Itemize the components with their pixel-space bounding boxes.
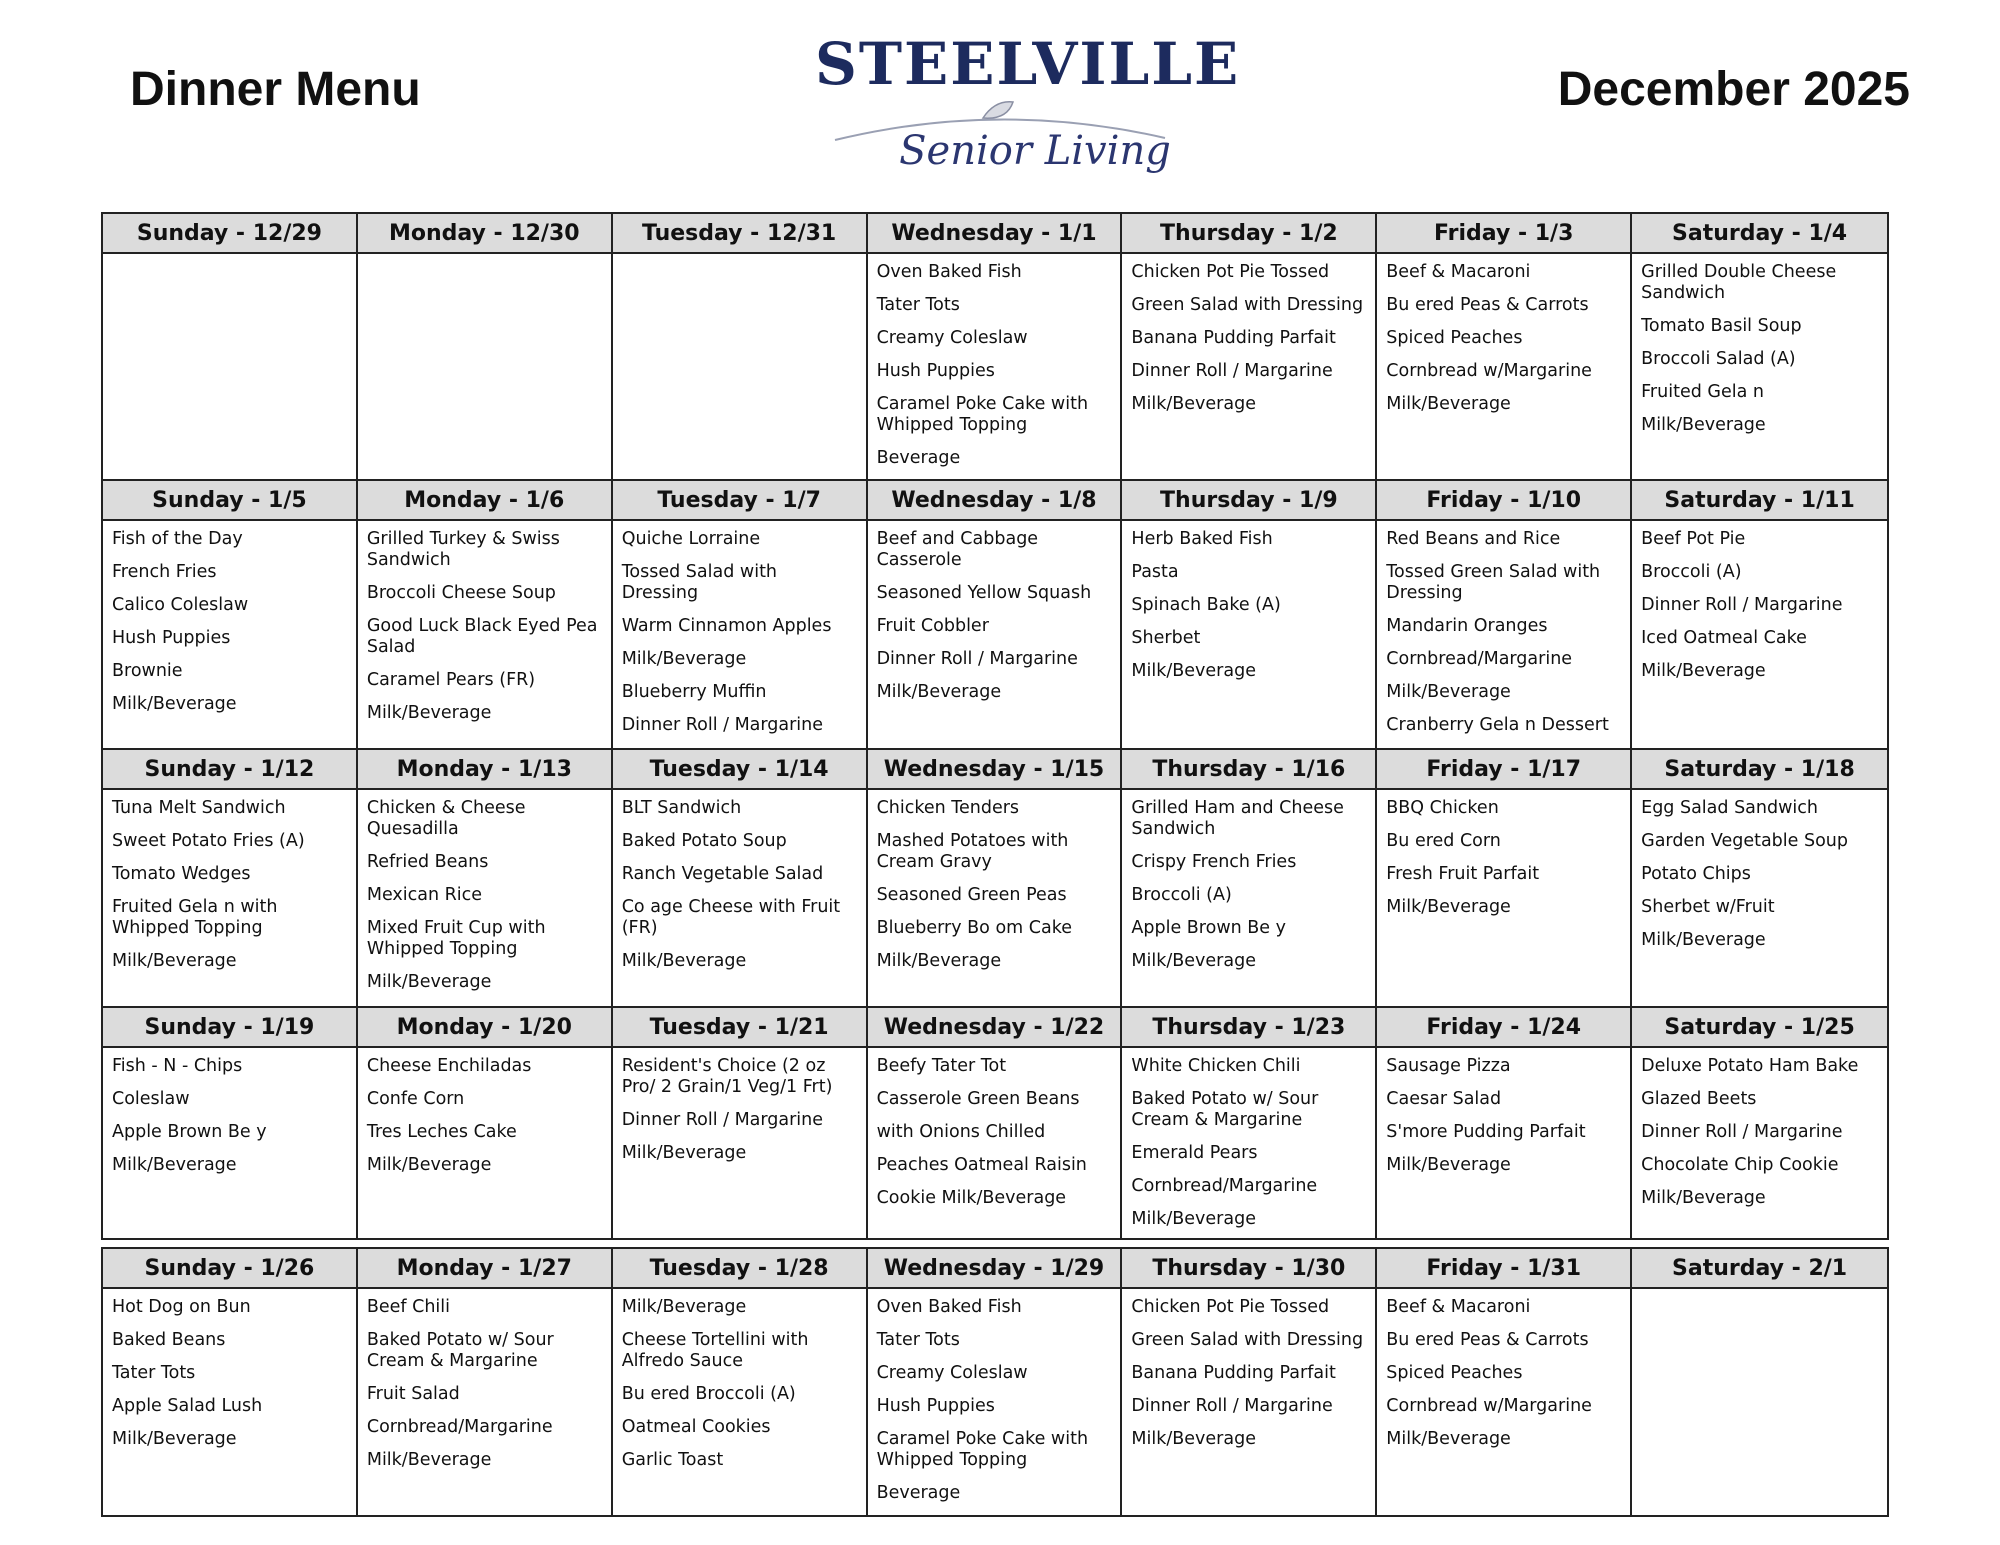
day-menu-cell <box>868 790 1123 1006</box>
day-menu-cell <box>868 521 1123 748</box>
menu-item: Apple Brown Be y <box>112 1122 267 1142</box>
menu-item: Good Luck Black Eyed Pea Salad <box>366 616 598 657</box>
menu-item: Banana Pudding Parfait <box>1131 1363 1336 1383</box>
day-header: Saturday - 2/1 <box>1632 1249 1887 1289</box>
menu-item: Oatmeal Cookies <box>621 1417 771 1437</box>
day-menu-cell <box>868 1048 1123 1238</box>
day-header: Monday - 12/30 <box>358 214 613 254</box>
day-menu-cell <box>1122 1048 1377 1238</box>
menu-item: Milk/Beverage <box>1386 1429 1511 1449</box>
menu-item: Baked Potato Soup <box>621 831 787 851</box>
menu-item: Red Beans and Rice <box>1386 529 1561 549</box>
menu-item: Milk/Beverage <box>366 1450 492 1470</box>
menu-item: Spiced Peaches <box>1386 1363 1523 1383</box>
day-header: Monday - 1/27 <box>358 1249 613 1289</box>
week-row <box>101 481 1889 750</box>
menu-item: Resident's Choice (2 oz Pro/ 2 Grain/1 Veg/1 Frt) <box>621 1056 833 1097</box>
day-menu-cell <box>103 1289 358 1515</box>
day-header: Wednesday - 1/22 <box>868 1008 1123 1048</box>
menu-item: Bu ered Peas & Carrots <box>1386 1330 1589 1350</box>
day-header: Saturday - 1/18 <box>1632 750 1887 790</box>
menu-item: Milk/Beverage <box>1131 1209 1256 1229</box>
menu-item: Fish of the Day <box>112 529 243 549</box>
day-menu-cell <box>103 790 358 1006</box>
menu-item: Milk/Beverage <box>112 694 237 714</box>
menu-item: Warm Cinnamon Apples <box>621 616 832 636</box>
menu-item: Apple Brown Be y <box>1131 918 1286 938</box>
day-header: Saturday - 1/25 <box>1632 1008 1887 1048</box>
day-menu-cell <box>1377 790 1632 1006</box>
day-menu-cell <box>103 254 358 479</box>
menu-item: Glazed Beets <box>1641 1089 1757 1109</box>
day-menu-cell <box>358 790 613 1006</box>
day-header: Friday - 1/10 <box>1377 481 1632 521</box>
menu-item: Garden Vegetable Soup <box>1641 831 1848 851</box>
logo-wordmark: STEELVILLE <box>815 30 1241 98</box>
day-menu-cell <box>613 254 868 479</box>
day-menu-cell <box>1632 521 1887 748</box>
menu-item: Cornbread/Margarine <box>1131 1176 1318 1196</box>
menu-item: Milk/Beverage <box>621 951 747 971</box>
menu-item: BBQ Chicken <box>1386 798 1499 818</box>
menu-item: Fruited Gela n with Whipped Topping <box>112 897 278 938</box>
menu-item: Dinner Roll / Margarine <box>621 1110 824 1130</box>
menu-item: Oven Baked Fish <box>876 1297 1022 1317</box>
menu-item: Crispy French Fries <box>1131 852 1297 872</box>
day-menu-cell <box>1632 1048 1887 1238</box>
day-header: Friday - 1/24 <box>1377 1008 1632 1048</box>
menu-item: Quiche Lorraine <box>621 529 761 549</box>
menu-item: Oven Baked Fish <box>876 262 1022 282</box>
day-menu-cell <box>1377 1289 1632 1515</box>
menu-item: Hush Puppies <box>876 1396 995 1416</box>
menu-item: Herb Baked Fish <box>1131 529 1273 549</box>
menu-item: Creamy Coleslaw <box>876 328 1028 348</box>
menu-item: Chicken Pot Pie Tossed <box>1131 262 1330 282</box>
day-header: Thursday - 1/9 <box>1122 481 1377 521</box>
menu-item: Milk/Beverage <box>366 703 492 723</box>
day-menu-cell <box>103 1048 358 1238</box>
day-header: Sunday - 1/19 <box>103 1008 358 1048</box>
day-menu-cell <box>1122 254 1377 479</box>
menu-item: Calico Coleslaw <box>112 595 249 615</box>
menu-item: Mixed Fruit Cup with Whipped Topping <box>366 918 546 959</box>
menu-item: Baked Beans <box>112 1330 226 1350</box>
day-header: Wednesday - 1/29 <box>868 1249 1123 1289</box>
day-header: Wednesday - 1/15 <box>868 750 1123 790</box>
menu-item: Milk/Beverage <box>112 1429 237 1449</box>
menu-item: Deluxe Potato Ham Bake <box>1641 1056 1859 1076</box>
menu-item: Tossed Green Salad with Dressing <box>1386 562 1601 603</box>
menu-item: Pasta <box>1131 562 1179 582</box>
menu-item: Fruited Gela n <box>1641 382 1764 402</box>
menu-item: Confe Corn <box>366 1089 465 1109</box>
menu-item: Potato Chips <box>1641 864 1751 884</box>
menu-item: Cookie Milk/Beverage <box>876 1188 1067 1208</box>
menu-item: Bu ered Corn <box>1386 831 1501 851</box>
menu-item: S'more Pudding Parfait <box>1386 1122 1586 1142</box>
menu-item: Beef Pot Pie <box>1641 529 1746 549</box>
menu-item: Hush Puppies <box>876 361 995 381</box>
day-menu-cell <box>1122 521 1377 748</box>
day-header: Tuesday - 1/14 <box>613 750 868 790</box>
menu-item: Mexican Rice <box>366 885 483 905</box>
day-header: Thursday - 1/30 <box>1122 1249 1377 1289</box>
day-header: Friday - 1/3 <box>1377 214 1632 254</box>
steelville-logo <box>815 30 1241 190</box>
menu-item: Bu ered Peas & Carrots <box>1386 295 1589 315</box>
day-menu-cell <box>358 521 613 748</box>
menu-item: Green Salad with Dressing <box>1131 295 1364 315</box>
day-menu-cell <box>1122 1289 1377 1515</box>
menu-item: Cheese Enchiladas <box>366 1056 532 1076</box>
menu-item: Milk/Beverage <box>621 1143 747 1163</box>
menu-item: Coleslaw <box>112 1089 190 1109</box>
menu-item: Fish - N - Chips <box>112 1056 243 1076</box>
day-menu-cell <box>868 254 1123 479</box>
menu-item: Hush Puppies <box>112 628 231 648</box>
menu-item: Cranberry Gela n Dessert <box>1386 715 1609 735</box>
menu-item: Milk/Beverage <box>1641 930 1766 950</box>
week-row <box>101 1247 1889 1517</box>
day-header: Friday - 1/31 <box>1377 1249 1632 1289</box>
menu-item: Peaches Oatmeal Raisin <box>876 1155 1087 1175</box>
menu-item: Dinner Roll / Margarine <box>876 649 1078 669</box>
menu-item: Sausage Pizza <box>1386 1056 1511 1076</box>
menu-item: Milk/Beverage <box>621 649 747 669</box>
menu-item: Emerald Pears <box>1131 1143 1258 1163</box>
menu-item: Sherbet w/Fruit <box>1641 897 1775 917</box>
menu-item: Milk/Beverage <box>1386 897 1511 917</box>
menu-item: Chocolate Chip Cookie <box>1641 1155 1839 1175</box>
menu-item: Cornbread w/Margarine <box>1386 1396 1592 1416</box>
menu-item: with Onions Chilled <box>876 1122 1046 1142</box>
menu-item: Dinner Roll / Margarine <box>621 715 824 735</box>
menu-item: Broccoli (A) <box>1641 562 1742 582</box>
menu-item: Fresh Fruit Parfait <box>1386 864 1540 884</box>
day-header: Friday - 1/17 <box>1377 750 1632 790</box>
menu-item: Spinach Bake (A) <box>1131 595 1281 615</box>
menu-item: Milk/Beverage <box>876 682 1002 702</box>
day-menu-cell <box>1632 790 1887 1006</box>
menu-item: Caramel Poke Cake with Whipped Topping <box>876 1429 1089 1470</box>
day-menu-cell <box>613 790 868 1006</box>
menu-item: Baked Potato w/ Sour Cream & Margarine <box>1131 1089 1319 1130</box>
day-header: Thursday - 1/23 <box>1122 1008 1377 1048</box>
menu-item: Milk/Beverage <box>1386 1155 1511 1175</box>
menu-item: White Chicken Chili <box>1131 1056 1301 1076</box>
menu-item: Broccoli (A) <box>1131 885 1232 905</box>
day-menu-cell <box>358 1289 613 1515</box>
menu-item: Milk/Beverage <box>366 972 492 992</box>
menu-item: Tater Tots <box>876 1330 960 1350</box>
menu-item: Sweet Potato Fries (A) <box>112 831 305 851</box>
menu-item: Iced Oatmeal Cake <box>1641 628 1807 648</box>
menu-item: Milk/Beverage <box>1131 394 1256 414</box>
menu-item: Apple Salad Lush <box>112 1396 263 1416</box>
menu-item: Caesar Salad <box>1386 1089 1502 1109</box>
menu-item: Chicken Pot Pie Tossed <box>1131 1297 1330 1317</box>
menu-item: Milk/Beverage <box>1641 1188 1766 1208</box>
menu-item: Beef & Macaroni <box>1386 1297 1531 1317</box>
menu-item: Milk/Beverage <box>112 951 237 971</box>
menu-item: Cornbread w/Margarine <box>1386 361 1592 381</box>
menu-item: Mandarin Oranges <box>1386 616 1548 636</box>
menu-item: Grilled Double Cheese Sandwich <box>1641 262 1837 303</box>
day-menu-cell <box>868 1289 1123 1515</box>
day-menu-cell <box>103 521 358 748</box>
menu-item: Milk/Beverage <box>1641 661 1766 681</box>
menu-item: Tuna Melt Sandwich <box>112 798 286 818</box>
menu-item: Garlic Toast <box>621 1450 724 1470</box>
menu-item: Refried Beans <box>366 852 489 872</box>
day-menu-cell <box>1122 790 1377 1006</box>
menu-item: Hot Dog on Bun <box>112 1297 251 1317</box>
menu-item: Egg Salad Sandwich <box>1641 798 1818 818</box>
day-header: Tuesday - 1/7 <box>613 481 868 521</box>
menu-item: Ranch Vegetable Salad <box>621 864 824 884</box>
menu-item: Tossed Salad with Dressing <box>621 562 778 603</box>
menu-item: Brownie <box>112 661 183 681</box>
menu-item: Baked Potato w/ Sour Cream & Margarine <box>366 1330 554 1371</box>
menu-item: Beverage <box>876 1483 961 1503</box>
menu-item: Green Salad with Dressing <box>1131 1330 1364 1350</box>
day-menu-cell <box>1632 1289 1887 1515</box>
menu-item: Cornbread/Margarine <box>1386 649 1573 669</box>
day-header: Tuesday - 12/31 <box>613 214 868 254</box>
day-header: Monday - 1/6 <box>358 481 613 521</box>
menu-item: Blueberry Bo om Cake <box>876 918 1072 938</box>
menu-item: Mashed Potatoes with Cream Gravy <box>876 831 1069 872</box>
page-title: Dinner Menu <box>130 63 421 116</box>
menu-item: Creamy Coleslaw <box>876 1363 1028 1383</box>
menu-item: Tomato Basil Soup <box>1641 316 1802 336</box>
menu-item: Spiced Peaches <box>1386 328 1523 348</box>
menu-item: Co age Cheese with Fruit (FR) <box>621 897 841 938</box>
day-header: Saturday - 1/11 <box>1632 481 1887 521</box>
menu-item: Banana Pudding Parfait <box>1131 328 1336 348</box>
menu-item: Fruit Salad <box>366 1384 460 1404</box>
day-header: Tuesday - 1/28 <box>613 1249 868 1289</box>
logo-subtitle: Senior Living <box>899 128 1171 174</box>
day-header: Saturday - 1/4 <box>1632 214 1887 254</box>
menu-item: French Fries <box>112 562 217 582</box>
menu-item: Milk/Beverage <box>1386 682 1511 702</box>
menu-calendar <box>101 212 1889 1517</box>
menu-item: Milk/Beverage <box>366 1155 492 1175</box>
menu-item: Broccoli Cheese Soup <box>366 583 556 603</box>
day-menu-cell <box>1377 1048 1632 1238</box>
menu-item: Cheese Tortellini with Alfredo Sauce <box>621 1330 809 1371</box>
menu-item: Casserole Green Beans <box>876 1089 1080 1109</box>
menu-item: Dinner Roll / Margarine <box>1131 1396 1333 1416</box>
day-menu-cell <box>613 521 868 748</box>
menu-item: Milk/Beverage <box>1131 951 1256 971</box>
menu-item: Broccoli Salad (A) <box>1641 349 1796 369</box>
menu-item: Cornbread/Margarine <box>366 1417 553 1437</box>
day-menu-cell <box>613 1289 868 1515</box>
week-row <box>101 1008 1889 1240</box>
menu-item: Milk/Beverage <box>1641 415 1766 435</box>
menu-item: Milk/Beverage <box>876 951 1002 971</box>
menu-item: Tres Leches Cake <box>366 1122 517 1142</box>
menu-item: Milk/Beverage <box>1386 394 1511 414</box>
day-header: Monday - 1/13 <box>358 750 613 790</box>
day-header: Thursday - 1/16 <box>1122 750 1377 790</box>
menu-item: Grilled Turkey & Swiss Sandwich <box>366 529 560 570</box>
menu-item: Fruit Cobbler <box>876 616 989 636</box>
day-header: Monday - 1/20 <box>358 1008 613 1048</box>
menu-item: Tater Tots <box>112 1363 196 1383</box>
menu-item: Beef & Macaroni <box>1386 262 1531 282</box>
week-row <box>101 212 1889 481</box>
menu-item: Chicken Tenders <box>876 798 1020 818</box>
menu-item: Beverage <box>876 448 961 468</box>
day-menu-cell <box>358 1048 613 1238</box>
day-header: Sunday - 1/12 <box>103 750 358 790</box>
menu-item: Dinner Roll / Margarine <box>1641 1122 1843 1142</box>
day-header: Sunday - 1/5 <box>103 481 358 521</box>
day-header: Wednesday - 1/1 <box>868 214 1123 254</box>
menu-item: Beefy Tater Tot <box>876 1056 1007 1076</box>
menu-item: Chicken & Cheese Quesadilla <box>366 798 526 839</box>
menu-item: Seasoned Green Peas <box>876 885 1067 905</box>
day-menu-cell <box>1377 254 1632 479</box>
menu-item: Milk/Beverage <box>112 1155 237 1175</box>
day-menu-cell <box>1377 521 1632 748</box>
menu-item: Milk/Beverage <box>1131 661 1256 681</box>
menu-item: Tomato Wedges <box>112 864 251 884</box>
menu-item: Beef Chili <box>366 1297 451 1317</box>
menu-item: Caramel Pears (FR) <box>366 670 536 690</box>
day-header: Wednesday - 1/8 <box>868 481 1123 521</box>
menu-item: Blueberry Muffin <box>621 682 767 702</box>
menu-item: Grilled Ham and Cheese Sandwich <box>1131 798 1344 839</box>
day-menu-cell <box>613 1048 868 1238</box>
menu-item: Bu ered Broccoli (A) <box>621 1384 796 1404</box>
day-header: Sunday - 12/29 <box>103 214 358 254</box>
day-header: Tuesday - 1/21 <box>613 1008 868 1048</box>
day-menu-cell <box>1632 254 1887 479</box>
menu-item: Milk/Beverage <box>621 1297 747 1317</box>
menu-item: Tater Tots <box>876 295 960 315</box>
menu-item: Dinner Roll / Margarine <box>1641 595 1843 615</box>
menu-month: December 2025 <box>1557 63 1910 116</box>
menu-item: Caramel Poke Cake with Whipped Topping <box>876 394 1089 435</box>
week-row <box>101 750 1889 1008</box>
menu-item: Milk/Beverage <box>1131 1429 1256 1449</box>
menu-item: BLT Sandwich <box>621 798 742 818</box>
day-menu-cell <box>358 254 613 479</box>
menu-item: Sherbet <box>1131 628 1201 648</box>
menu-item: Beef and Cabbage Casserole <box>876 529 1039 570</box>
menu-item: Dinner Roll / Margarine <box>1131 361 1333 381</box>
day-header: Sunday - 1/26 <box>103 1249 358 1289</box>
day-header: Thursday - 1/2 <box>1122 214 1377 254</box>
menu-item: Seasoned Yellow Squash <box>876 583 1092 603</box>
